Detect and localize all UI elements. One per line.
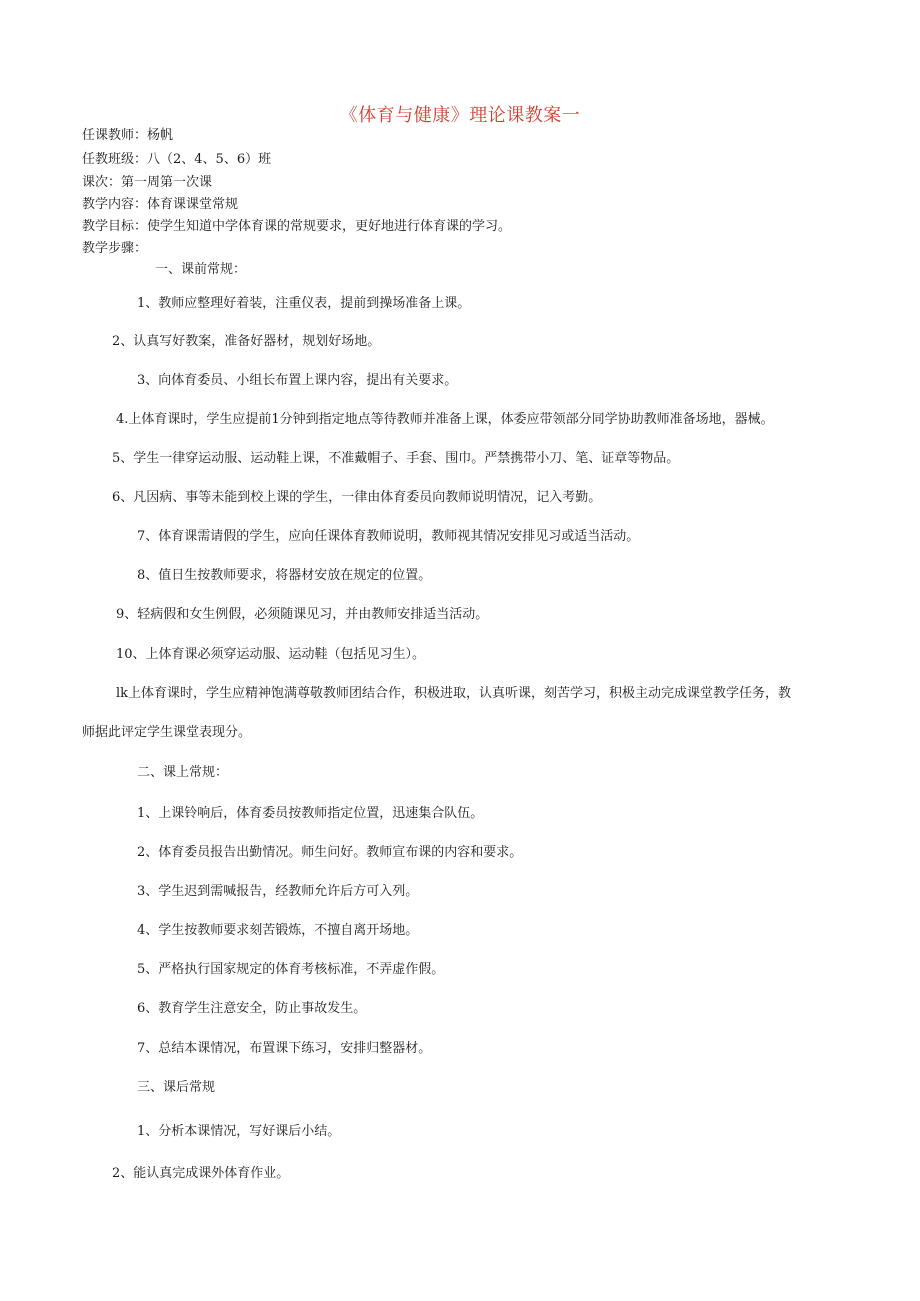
section1-item-1: 1、教师应整理好着装，注重仪表，提前到操场准备上课。	[137, 296, 471, 311]
section3-item-2: 2、能认真完成课外体育作业。	[112, 1166, 290, 1181]
section1-item-4: 4.上体育课时，学生应提前1分钟到指定地点等待教师并准备上课，体委应带领部分同学协助教师准备场地，器械。	[116, 412, 774, 427]
section1-item-5: 5、学生一律穿运动服、运动鞋上课，不准戴帽子、手套、围巾。严禁携带小刀、笔、证章等物品。	[112, 451, 680, 466]
section2-item-2: 2、体育委员报告出勤情况。师生问好。教师宣布课的内容和要求。	[137, 845, 523, 860]
steps-label: 教学步骤：	[82, 241, 148, 256]
section3-heading: 三、课后常规	[137, 1080, 216, 1095]
section2-heading: 二、课上常规：	[137, 765, 229, 780]
content-line: 教学内容：体育课课堂常规	[82, 197, 239, 212]
section2-item-5: 5、严格执行国家规定的体育考核标准，不弄虚作假。	[137, 962, 445, 977]
section1-item-9: 9、轻病假和女生例假，必须随课见习，并由教师安排适当活动。	[116, 607, 489, 622]
section2-item-7: 7、总结本课情况，布置课下练习，安排归整器材。	[137, 1041, 432, 1056]
document-title: 《体育与健康》理论课教案一	[339, 105, 581, 126]
lesson-number-line: 课次：第一周第一次课	[82, 175, 213, 190]
section1-heading: 一、课前常规：	[155, 262, 247, 277]
section1-item-6: 6、凡因病、事等未能到校上课的学生，一律由体育委员向教师说明情况，记入考勤。	[112, 490, 602, 505]
section2-item-4: 4、学生按教师要求刻苦锻炼，不擅自离开场地。	[137, 923, 419, 938]
section2-item-1: 1、上课铃响后，体育委员按教师指定位置，迅速集合队伍。	[137, 806, 484, 821]
class-line: 任教班级：八（2、4、5、6）班	[82, 152, 272, 167]
objective-line: 教学目标：使学生知道中学体育课的常规要求，更好地进行体育课的学习。	[82, 219, 512, 234]
section1-item-3: 3、向体育委员、小组长布置上课内容，提出有关要求。	[137, 373, 458, 388]
section1-item-2: 2、认真写好教案，准备好器材，规划好场地。	[112, 334, 381, 349]
section2-item-6: 6、教育学生注意安全，防止事故发生。	[137, 1001, 367, 1016]
section1-item-11-line2: 师据此评定学生课堂表现分。	[82, 725, 252, 740]
teacher-line: 任课教师：杨帆	[82, 128, 174, 143]
section1-item-7: 7、体育课需请假的学生，应向任课体育教师说明，教师视其情况安排见习或适当活动。	[137, 529, 640, 544]
section3-item-1: 1、分析本课情况，写好课后小结。	[137, 1124, 341, 1139]
section1-item-8: 8、值日生按教师要求，将器材安放在规定的位置。	[137, 568, 432, 583]
section2-item-3: 3、学生迟到需喊报告，经教师允许后方可入列。	[137, 884, 419, 899]
section1-item-11-line1: lk上体育课时，学生应精神饱满尊敬教师团结合作，积极进取，认真听课，刻苦学习，积极主动完成课堂教学任务，教	[116, 686, 792, 701]
section1-item-10: 10、上体育课必须穿运动服、运动鞋（包括见习生）。	[116, 647, 426, 662]
